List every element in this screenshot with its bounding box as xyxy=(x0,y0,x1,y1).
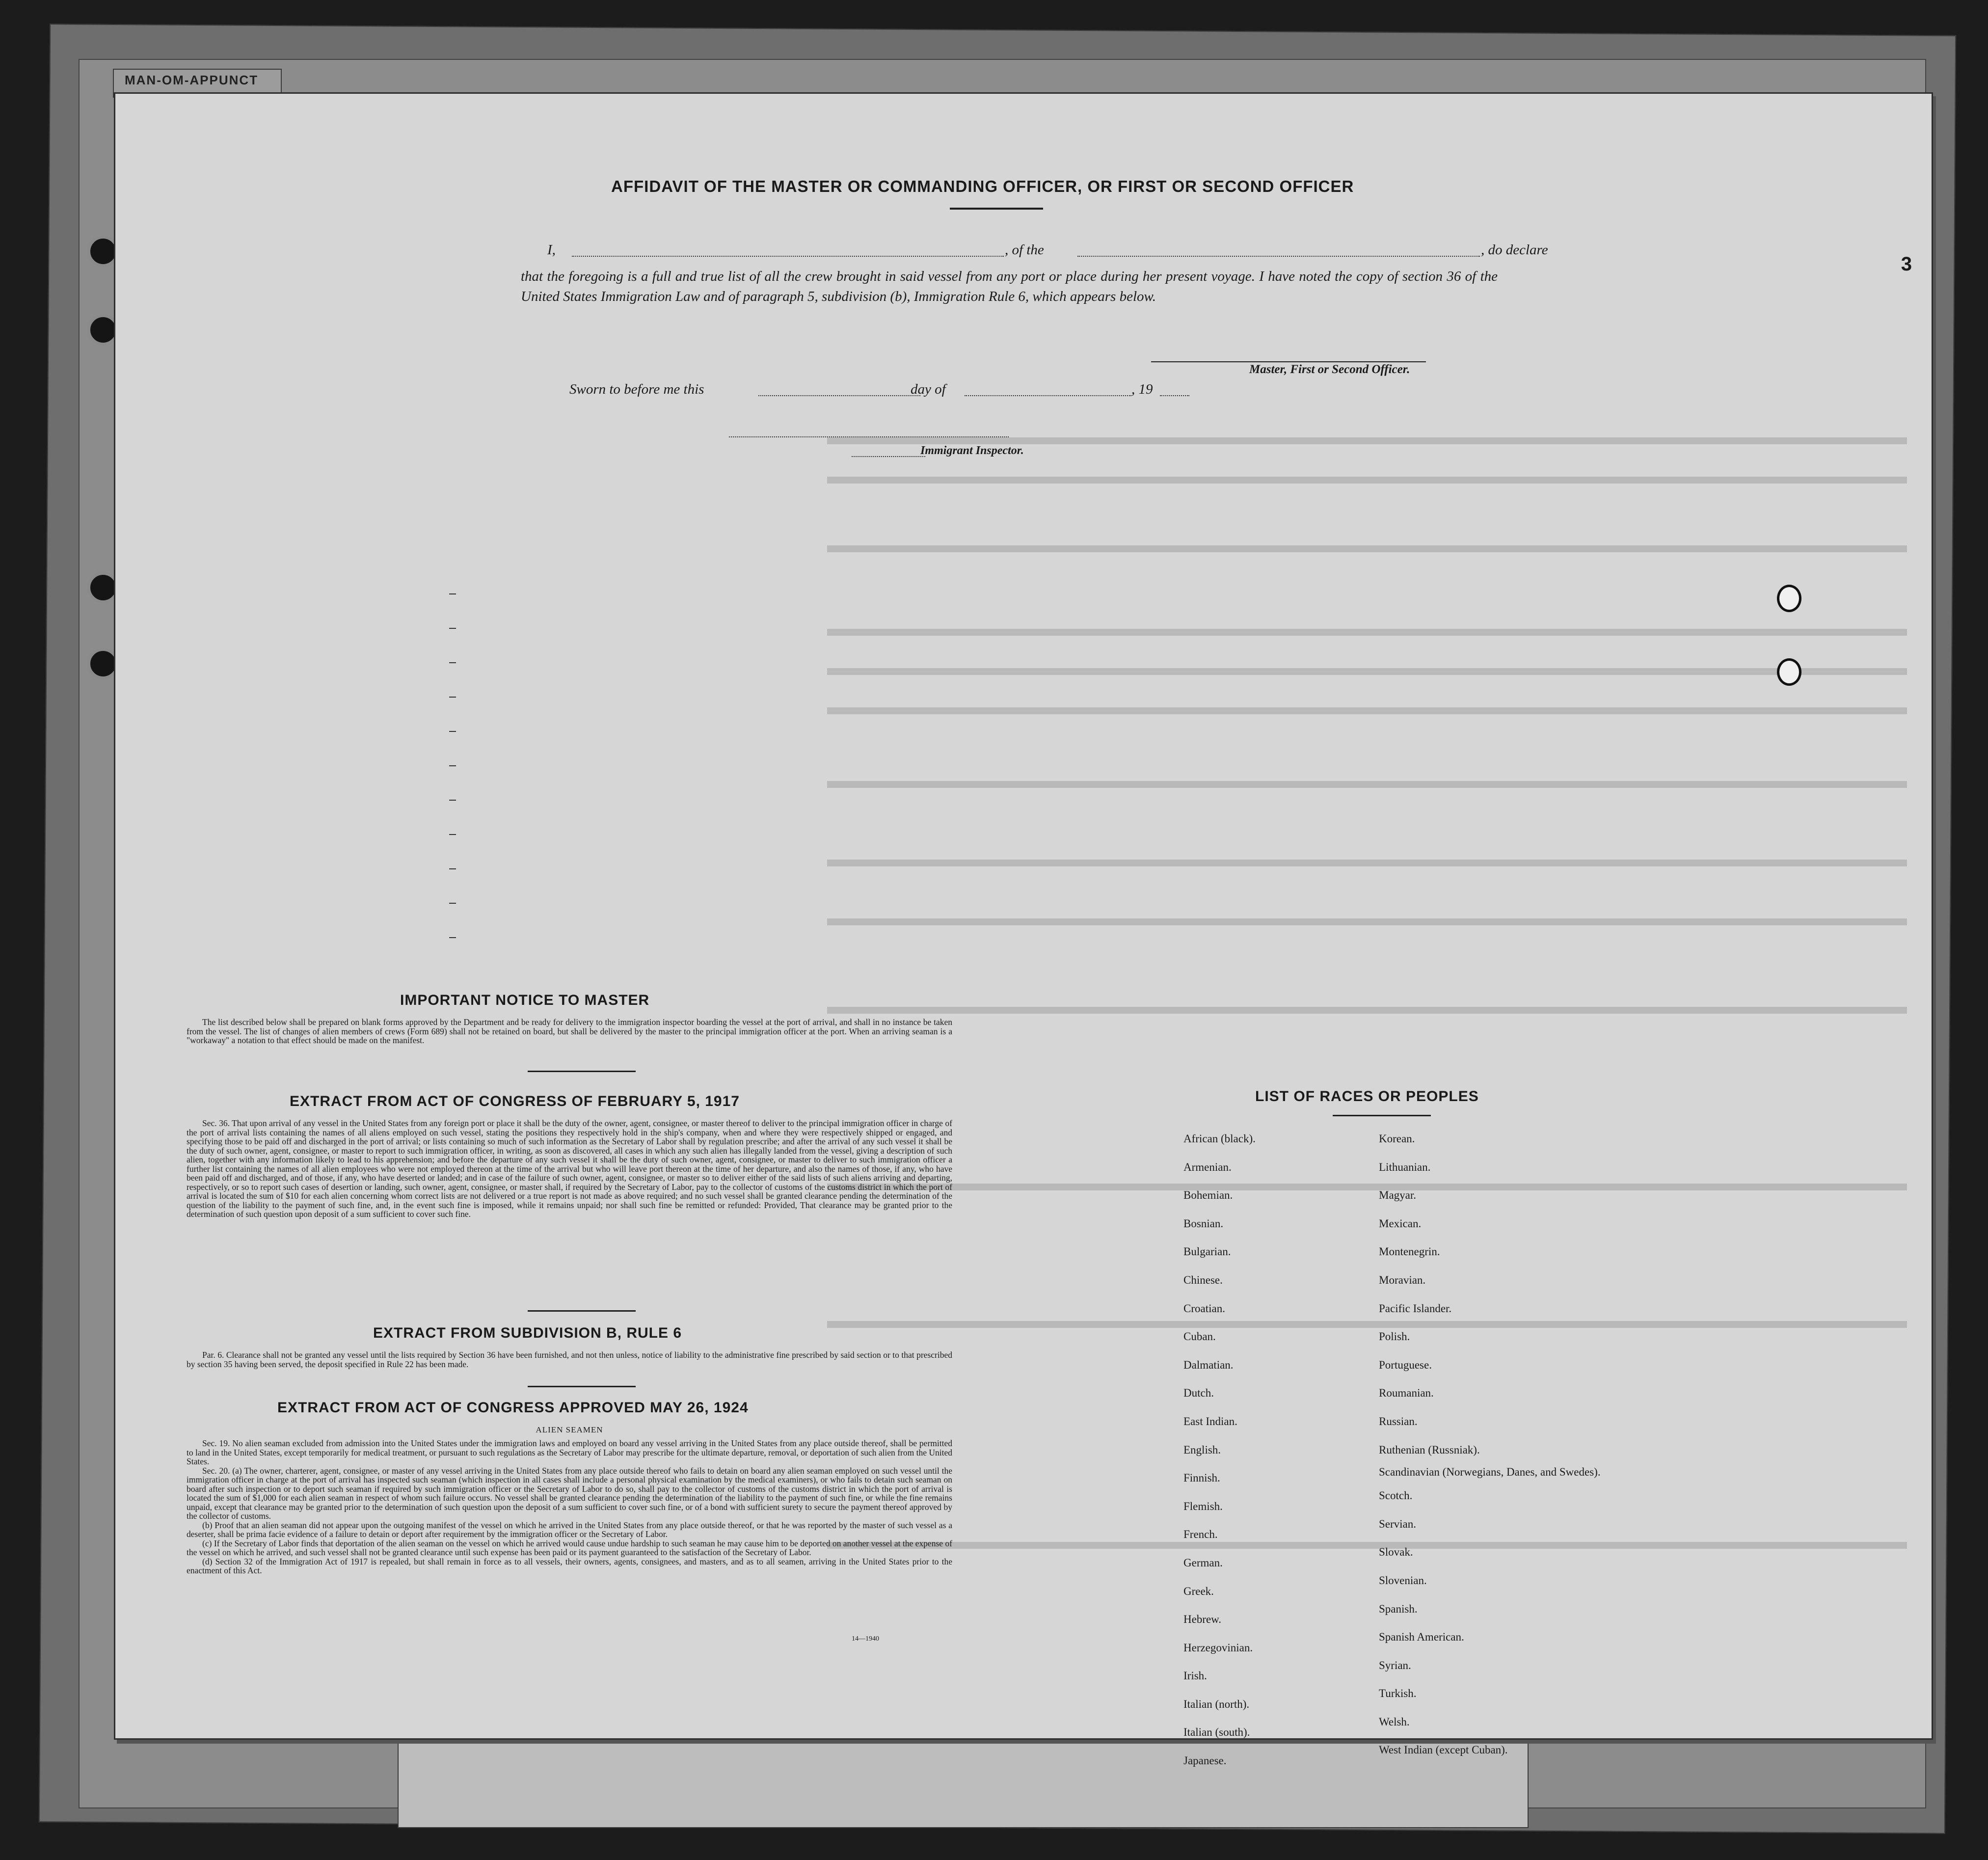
race-item: Armenian. xyxy=(1183,1160,1232,1173)
race-item: West Indian (except Cuban). xyxy=(1379,1744,1508,1756)
race-item: Welsh. xyxy=(1379,1715,1410,1728)
extract-rule6-paragraph: Par. 6. Clearance shall not be granted any vessel until the lists required by Section 36 have been furnished, and not then unless, notice of liability to the administrative fine prescribed by said section or to that prescribed by section 35 having been served, the deposit specified in Rule 22 has been made. xyxy=(187,1350,952,1369)
race-item: Bohemian. xyxy=(1183,1189,1233,1202)
race-item: Syrian. xyxy=(1379,1659,1411,1671)
affidavit-i-label: I, xyxy=(547,242,556,258)
extract-1917-title: EXTRACT FROM ACT OF CONGRESS OF FEBRUARY 5, 1917 xyxy=(290,1093,740,1109)
race-item: Polish. xyxy=(1379,1330,1410,1343)
sec19-paragraph: Sec. 19. No alien seaman excluded from admission into the United States under the immigration laws and employed on board any vessel arriving in the United States from any place outside thereof, shall be permitted to land in the United States, except temporarily for medical treatment, or pursuant to such regulations as the Secretary of Labor may prescribe for the ultimate departure, removal, or deportation of such alien from the United States. xyxy=(187,1438,952,1466)
row-mark xyxy=(449,937,456,938)
affidavit-of-the-label: , of the xyxy=(1005,242,1044,258)
races-right-column xyxy=(1379,1125,1601,1764)
extract-rule6-text xyxy=(187,1350,952,1369)
race-item: Portuguese. xyxy=(1379,1358,1432,1371)
race-item: French. xyxy=(1183,1528,1218,1541)
extract-rule6-title: EXTRACT FROM SUBDIVISION B, RULE 6 xyxy=(373,1325,682,1341)
sworn-month-field[interactable] xyxy=(965,395,1131,396)
race-item: Herzegovinian. xyxy=(1183,1641,1253,1654)
sworn-date-field[interactable] xyxy=(758,395,920,396)
race-item: Finnish. xyxy=(1183,1472,1220,1484)
race-item: Lithuanian. xyxy=(1379,1160,1431,1173)
race-item: Flemish. xyxy=(1183,1500,1223,1512)
race-item: Slovenian. xyxy=(1379,1574,1427,1587)
race-item: Magyar. xyxy=(1379,1189,1417,1202)
row-mark xyxy=(449,662,456,663)
race-item: Turkish. xyxy=(1379,1687,1417,1700)
race-item: Dalmatian. xyxy=(1183,1358,1234,1371)
races-title: LIST OF RACES OR PEOPLES xyxy=(1255,1088,1479,1105)
race-item: Croatian. xyxy=(1183,1302,1225,1315)
race-item: Chinese. xyxy=(1183,1273,1223,1286)
race-item: Irish. xyxy=(1183,1670,1207,1682)
master-name-field[interactable] xyxy=(572,256,1004,257)
race-item: Japanese. xyxy=(1183,1754,1227,1767)
form-number: 14—1940 xyxy=(852,1635,879,1643)
races-rule xyxy=(1333,1115,1431,1116)
row-mark xyxy=(449,868,456,869)
notice-title: IMPORTANT NOTICE TO MASTER xyxy=(400,992,650,1008)
race-item: Ruthenian (Russniak). xyxy=(1379,1443,1480,1456)
race-item: African (black). xyxy=(1183,1132,1256,1145)
race-item: Mexican. xyxy=(1379,1217,1422,1230)
race-item: Bosnian. xyxy=(1183,1217,1224,1230)
inspector-label: Immigrant Inspector. xyxy=(920,444,1024,457)
row-mark xyxy=(449,903,456,904)
sec20b-paragraph: (b) Proof that an alien seaman did not appear upon the outgoing manifest of the vessel on which he arrived in the United States from any place outside thereof, or that he was reported by the master of such vessel as a deserter, shall be prima facie evidence of a failure to detain or deport after requirement by the immigration officer or the Secretary of Labor. xyxy=(187,1520,952,1539)
race-item: Roumanian. xyxy=(1379,1387,1434,1400)
race-item: Servian. xyxy=(1379,1517,1417,1530)
punch-hole-icon xyxy=(1777,658,1801,686)
extract-1924-title: EXTRACT FROM ACT OF CONGRESS APPROVED MAY 26, 1924 xyxy=(277,1400,749,1416)
race-item: Slovak. xyxy=(1379,1546,1413,1559)
section-rule xyxy=(528,1386,636,1387)
race-item: Italian (south). xyxy=(1183,1726,1250,1739)
signature-line xyxy=(1151,361,1426,362)
race-item: Spanish. xyxy=(1379,1602,1418,1615)
race-item: Scotch. xyxy=(1379,1489,1413,1502)
race-item: Moravian. xyxy=(1379,1273,1426,1286)
sec20c-paragraph: (c) If the Secretary of Labor finds that deportation of the alien seaman on the vessel on which he arrived would cause undue hardship to such seaman he may cause him to be deported on another vessel at the expense of the vessel on which he arrived, and such vessel shall not be granted clearance until such expense has been paid or its payment guaranteed to the satisfaction of the Secretary of Labor. xyxy=(187,1538,952,1557)
sec20d-paragraph: (d) Section 32 of the Immigration Act of 1917 is repealed, but shall remain in force as to all vessels, their owners, agents, consignees, and masters, and as to all seamen, arriving in the United States prior to the enactment of this Act. xyxy=(187,1556,952,1575)
affidavit-declare-label: , do declare xyxy=(1481,242,1548,258)
race-item: East Indian. xyxy=(1183,1415,1237,1428)
row-mark xyxy=(449,800,456,801)
races-left-column xyxy=(1183,1125,1256,1775)
punch-hole-icon xyxy=(1777,585,1801,612)
sworn-year-label: , 19 xyxy=(1131,381,1153,397)
inspector-field-short[interactable] xyxy=(852,456,925,457)
section-rule xyxy=(528,1071,636,1072)
vessel-name-field[interactable] xyxy=(1077,256,1480,257)
row-mark xyxy=(449,731,456,732)
race-item: Russian. xyxy=(1379,1415,1418,1428)
extract-1917-paragraph: Sec. 36. That upon arrival of any vessel in the United States from any foreign port or place it shall be the duty of the owner, agent, consignee, or master thereof to deliver to the principal immigration officer in charge of the port of arrival lists containing the names of all aliens employed on such vessel, stating the positions they respectively hold in the ship's company, when and where they were respectively shipped or engaged, and specifying those to be paid off and discharged in the port of arrival; or lists containing so much of such information as the Secretary of Labor shall by regulation prescribe; and after the arrival of any such vessel it shall be the duty of such owner, agent, consignee, or master to report to such immigration officer, in writing, as soon as discovered, all cases in which any such alien has illegally landed from the vessel, giving a description of such alien, together with any information likely to lead to his apprehension; and before the departure of any such vessel it shall be the duty of such owner, agent, consignee, or master to deliver to such immigration officer a further list containing the names of all alien employees who were not employed thereon at the time of the arrival but who will leave port thereon at the time of her departure, and also the names of those, if any, who have been paid off and discharged, and of those, if any, who have deserted or landed; and in case of the failure of such owner, agent, consignee, or master so to deliver either of the said lists of such aliens arriving and departing, respectively, or so to report such cases of desertion or landing, such owner, agent, consignee, or master shall, if required by the Secretary of Labor, pay to the collector of customs of the customs district in which the port of arrival is located the sum of $10 for each alien concerning whom correct lists are not delivered or a true report is not made as above required; and no such vessel shall be granted clearance pending the determination of the question of the liability to the payment of such fine, and, in the event such fine is imposed, while it remains unpaid; nor shall such fine be remitted or refunded: Provided, That clearance may be granted prior to the determination of such question upon deposit of a sum sufficient to cover such fine. xyxy=(187,1118,952,1219)
race-item: Scandinavian (Norwegians, Danes, and Swedes). xyxy=(1379,1466,1601,1479)
race-item: Greek. xyxy=(1183,1585,1214,1597)
sec20a-paragraph: Sec. 20. (a) The owner, charterer, agent, consignee, or master of any vessel arriving in the United States from any place outside thereof who fails to detain on board any alien seaman employed on such vessel until the immigration officer in charge at the port of arrival has inspected such seaman (which inspection in all cases shall include a personal physical examination by the medical examiners), or who fails to detain such seaman on board after such inspection or to deport such seaman if required by such immigration officer or the Secretary of Labor to do so, shall pay to the collector of customs of the customs district in which the port of arrival is located the sum of $1,000 for each alien seaman in respect of whom such failure occurs. No vessel shall be granted clearance pending the determination of the liability to the payment of such fine, or while the fine remains unpaid, except that clearance may be granted prior to the determination of such question upon the deposit of a sum sufficient to cover such fine, or of a bond with sufficient surety to secure the payment thereof approved by the collector of customs. xyxy=(187,1465,952,1521)
extract-1924-text xyxy=(187,1439,952,1575)
signature-label: Master, First or Second Officer. xyxy=(1249,363,1410,376)
race-item: Bulgarian. xyxy=(1183,1245,1231,1258)
race-item: Korean. xyxy=(1379,1132,1415,1145)
row-mark xyxy=(449,765,456,766)
page-number: 3 xyxy=(1901,253,1912,275)
document-page xyxy=(114,92,1933,1767)
race-item: Pacific Islander. xyxy=(1379,1302,1452,1315)
race-item: Italian (north). xyxy=(1183,1698,1250,1710)
race-item: Dutch. xyxy=(1183,1387,1214,1400)
sworn-year-field[interactable] xyxy=(1160,395,1189,396)
sworn-label: Sworn to before me this xyxy=(569,381,704,397)
race-item: Cuban. xyxy=(1183,1330,1216,1343)
row-mark xyxy=(449,628,456,629)
affidavit-body: that the foregoing is a full and true list of all the crew brought in said vessel from any port or place during her present voyage. I have noted the copy of section 36 of the United States Immigration Law and of paragraph 5, subdivision (b), Immigration Rule 6, which appears below. xyxy=(521,269,1498,304)
title-rule xyxy=(950,208,1043,210)
sworn-day-label: day of xyxy=(911,381,946,397)
notice-text xyxy=(187,1018,952,1045)
folder-tab-label: MAN-OM-APPUNCT xyxy=(125,73,259,87)
bottom-sheet-edge xyxy=(398,1733,1529,1828)
alien-seamen-subtitle: ALIEN SEAMEN xyxy=(536,1425,603,1434)
race-item: German. xyxy=(1183,1556,1223,1569)
inspector-signature-field[interactable] xyxy=(729,436,1009,437)
section-rule xyxy=(528,1310,636,1312)
race-item: Spanish American. xyxy=(1379,1631,1464,1644)
row-mark xyxy=(449,834,456,835)
race-item: Montenegrin. xyxy=(1379,1245,1440,1258)
row-mark xyxy=(449,593,456,594)
row-mark xyxy=(449,697,456,698)
race-item: English. xyxy=(1183,1443,1221,1456)
affidavit-title: AFFIDAVIT OF THE MASTER OR COMMANDING OFFICER, OR FIRST OR SECOND OFFICER xyxy=(611,177,1354,195)
extract-1917-text xyxy=(187,1119,952,1219)
notice-paragraph: The list described below shall be prepared on blank forms approved by the Department and be ready for delivery to the immigration inspector boarding the vessel at the port of arrival, and shall in no instance be taken from the vessel. The list of changes of alien members of crews (Form 689) shall not be retained on board, but shall be delivered by the master to the principal immigration officer at the port. When an arriving seaman is a "workaway" a notation to that effect should be made on the manifest. xyxy=(187,1017,952,1045)
race-item: Hebrew. xyxy=(1183,1613,1222,1626)
